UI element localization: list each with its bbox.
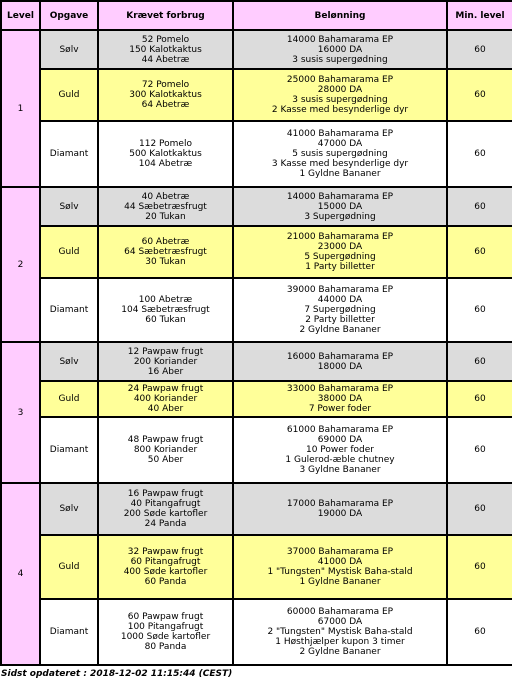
reward-item: 2 Gyldne Bananer <box>299 647 381 657</box>
required-item: 112 Pomelo <box>139 139 192 149</box>
required-item: 24 Pawpaw frugt <box>127 384 204 394</box>
required-item: 500 Kalotkaktus <box>129 149 202 159</box>
required-cell <box>99 279 232 341</box>
required-cell <box>99 122 232 186</box>
min-level-cell: 60 <box>448 343 512 380</box>
task-tier-cell: Guld <box>41 536 97 598</box>
reward-cell <box>234 484 446 534</box>
min-level-cell: 60 <box>448 600 512 664</box>
required-cell <box>99 31 232 68</box>
reward-cell <box>234 227 446 277</box>
required-item: 64 Sæbetræsfrugt <box>124 247 207 257</box>
required-item: 30 Tukan <box>145 257 186 267</box>
reward-item: 7 Power foder <box>308 404 372 414</box>
required-cell <box>99 227 232 277</box>
level-cell: 3 <box>2 343 39 482</box>
min-level-cell: 60 <box>448 418 512 482</box>
min-level-cell: 60 <box>448 536 512 598</box>
table-row <box>2 279 512 341</box>
header-required: Krævet forbrug <box>99 2 232 29</box>
required-item: 1000 Søde kartofler <box>120 632 211 642</box>
reward-item: 60000 Bahamarama EP <box>286 607 394 617</box>
reward-item: 47000 DA <box>317 139 363 149</box>
reward-item: 37000 Bahamarama EP <box>286 547 394 557</box>
required-item: 60 Abetræ <box>141 237 190 247</box>
required-cell <box>99 536 232 598</box>
reward-item: 16000 DA <box>317 44 363 55</box>
reward-item: 14000 Bahamarama EP <box>286 34 394 45</box>
required-item: 24 Panda <box>144 519 187 529</box>
required-item: 50 Aber <box>147 455 184 465</box>
min-level-cell: 60 <box>448 484 512 534</box>
reward-cell <box>234 122 446 186</box>
reward-item: 41000 DA <box>317 557 363 567</box>
required-item: 300 Kalotkaktus <box>129 90 202 100</box>
table-row <box>2 188 512 225</box>
required-item: 60 Panda <box>144 577 187 587</box>
reward-item: 5 susis supergødning <box>292 149 388 159</box>
min-level-cell: 60 <box>448 279 512 341</box>
table-row <box>2 343 512 380</box>
reward-cell <box>234 536 446 598</box>
table-row <box>2 418 512 482</box>
min-level-cell: 60 <box>448 382 512 416</box>
min-level-cell: 60 <box>448 227 512 277</box>
last-updated: Sidst opdateret : 2018-12-02 11:15:44 (CEST) <box>1 669 233 679</box>
table-row <box>2 484 512 534</box>
required-item: 100 Pitangafrugt <box>127 622 204 632</box>
task-tier-cell: Guld <box>41 70 97 120</box>
reward-item: 15000 DA <box>317 201 363 212</box>
task-tier-cell: Guld <box>41 382 97 416</box>
reward-cell <box>234 188 446 225</box>
level-cell: 4 <box>2 484 39 664</box>
required-item: 32 Pawpaw frugt <box>127 547 204 557</box>
required-item: 40 Aber <box>147 404 184 414</box>
reward-cell <box>234 279 446 341</box>
reward-item: 2 Gyldne Bananer <box>299 325 381 335</box>
reward-item: 16000 Bahamarama EP <box>286 351 394 362</box>
task-tier-cell: Sølv <box>41 484 97 534</box>
reward-cell <box>234 382 446 416</box>
required-item: 12 Pawpaw frugt <box>127 346 204 357</box>
required-item: 100 Abetræ <box>138 295 193 305</box>
required-cell <box>99 188 232 225</box>
reward-item: 14000 Bahamarama EP <box>286 191 394 202</box>
table-row <box>2 70 512 120</box>
required-item: 20 Tukan <box>145 211 186 222</box>
required-item: 150 Kalotkaktus <box>129 44 202 55</box>
reward-cell <box>234 418 446 482</box>
required-cell <box>99 418 232 482</box>
required-cell <box>99 343 232 380</box>
required-cell <box>99 484 232 534</box>
reward-item: 1 Gyldne Bananer <box>299 577 381 587</box>
task-tier-cell: Sølv <box>41 343 97 380</box>
reward-item: 1 Gulerod-æble chutney <box>285 455 395 465</box>
reward-item: 38000 DA <box>317 394 363 404</box>
reward-cell <box>234 70 446 120</box>
reward-item: 19000 DA <box>317 509 363 519</box>
reward-item: 5 Supergødning <box>304 252 376 262</box>
reward-item: 2 Party billetter <box>305 315 375 325</box>
level-cell: 2 <box>2 188 39 341</box>
table-row <box>2 122 512 186</box>
required-item: 80 Panda <box>144 642 187 652</box>
reward-item: 1 Gyldne Bananer <box>299 169 381 179</box>
task-tier-cell: Diamant <box>41 122 97 186</box>
reward-item: 3 susis supergødning <box>292 54 388 65</box>
reward-item: 1 "Tungsten" Mystisk Baha-stald <box>267 567 413 577</box>
required-item: 200 Søde kartofler <box>123 509 208 519</box>
reward-item: 7 Supergødning <box>304 305 376 315</box>
task-tier-cell: Sølv <box>41 31 97 68</box>
required-item: 400 Koriander <box>133 394 198 404</box>
reward-item: 3 Kasse med besynderlige dyr <box>271 159 409 169</box>
required-cell <box>99 382 232 416</box>
reward-item: 3 Supergødning <box>304 211 376 222</box>
quest-table-body <box>2 31 512 664</box>
min-level-cell: 60 <box>448 31 512 68</box>
min-level-cell: 60 <box>448 70 512 120</box>
reward-item: 28000 DA <box>317 85 363 95</box>
table-row <box>2 600 512 664</box>
required-item: 72 Pomelo <box>141 80 190 90</box>
required-item: 104 Sæbetræsfrugt <box>121 305 210 315</box>
required-item: 44 Sæbetræsfrugt <box>124 201 207 212</box>
reward-cell <box>234 343 446 380</box>
reward-item: 67000 DA <box>317 617 363 627</box>
reward-item: 61000 Bahamarama EP <box>286 425 394 435</box>
reward-item: 21000 Bahamarama EP <box>286 232 394 242</box>
reward-item: 17000 Bahamarama EP <box>286 499 394 509</box>
required-item: 16 Aber <box>147 366 184 377</box>
header-task: Opgave <box>41 2 97 29</box>
required-item: 200 Koriander <box>133 356 198 367</box>
reward-item: 33000 Bahamarama EP <box>286 384 394 394</box>
header-row <box>2 2 512 29</box>
table-row <box>2 382 512 416</box>
reward-item: 3 Gyldne Bananer <box>299 465 381 475</box>
reward-item: 3 susis supergødning <box>292 95 388 105</box>
required-item: 40 Pitangafrugt <box>130 499 201 509</box>
required-item: 40 Abetræ <box>141 191 190 202</box>
required-item: 52 Pomelo <box>141 34 190 45</box>
task-tier-cell: Diamant <box>41 279 97 341</box>
reward-item: 25000 Bahamarama EP <box>286 75 394 85</box>
required-item: 44 Abetræ <box>141 54 190 65</box>
required-item: 60 Pawpaw frugt <box>127 612 204 622</box>
required-item: 60 Pitangafrugt <box>130 557 201 567</box>
task-tier-cell: Diamant <box>41 600 97 664</box>
reward-cell <box>234 31 446 68</box>
table-row <box>2 227 512 277</box>
reward-item: 2 Kasse med besynderlige dyr <box>271 105 409 115</box>
reward-item: 18000 DA <box>317 361 363 372</box>
task-tier-cell: Diamant <box>41 418 97 482</box>
required-cell <box>99 600 232 664</box>
required-cell <box>99 70 232 120</box>
header-level: Level <box>2 2 39 29</box>
task-tier-cell: Sølv <box>41 188 97 225</box>
reward-item: 41000 Bahamarama EP <box>286 129 394 139</box>
required-item: 64 Abetræ <box>141 100 190 110</box>
min-level-cell: 60 <box>448 188 512 225</box>
required-item: 800 Koriander <box>133 445 198 455</box>
reward-item: 69000 DA <box>317 435 363 445</box>
required-item: 48 Pawpaw frugt <box>127 435 204 445</box>
required-item: 400 Søde kartofler <box>123 567 208 577</box>
reward-item: 10 Power foder <box>305 445 374 455</box>
required-item: 104 Abetræ <box>138 159 193 169</box>
required-item: 60 Tukan <box>145 315 186 325</box>
reward-item: 2 "Tungsten" Mystisk Baha-stald <box>267 627 413 637</box>
table-row <box>2 536 512 598</box>
header-reward: Belønning <box>234 2 446 29</box>
reward-item: 39000 Bahamarama EP <box>286 285 394 295</box>
level-cell: 1 <box>2 31 39 186</box>
reward-cell <box>234 600 446 664</box>
header-min-level: Min. level <box>448 2 512 29</box>
reward-item: 44000 DA <box>317 295 363 305</box>
table-row <box>2 31 512 68</box>
reward-item: 1 Høsthjælper kupon 3 timer <box>275 637 405 647</box>
min-level-cell: 60 <box>448 122 512 186</box>
reward-item: 23000 DA <box>317 242 363 252</box>
required-item: 16 Pawpaw frugt <box>127 489 204 499</box>
task-tier-cell: Guld <box>41 227 97 277</box>
reward-item: 1 Party billetter <box>305 262 375 272</box>
